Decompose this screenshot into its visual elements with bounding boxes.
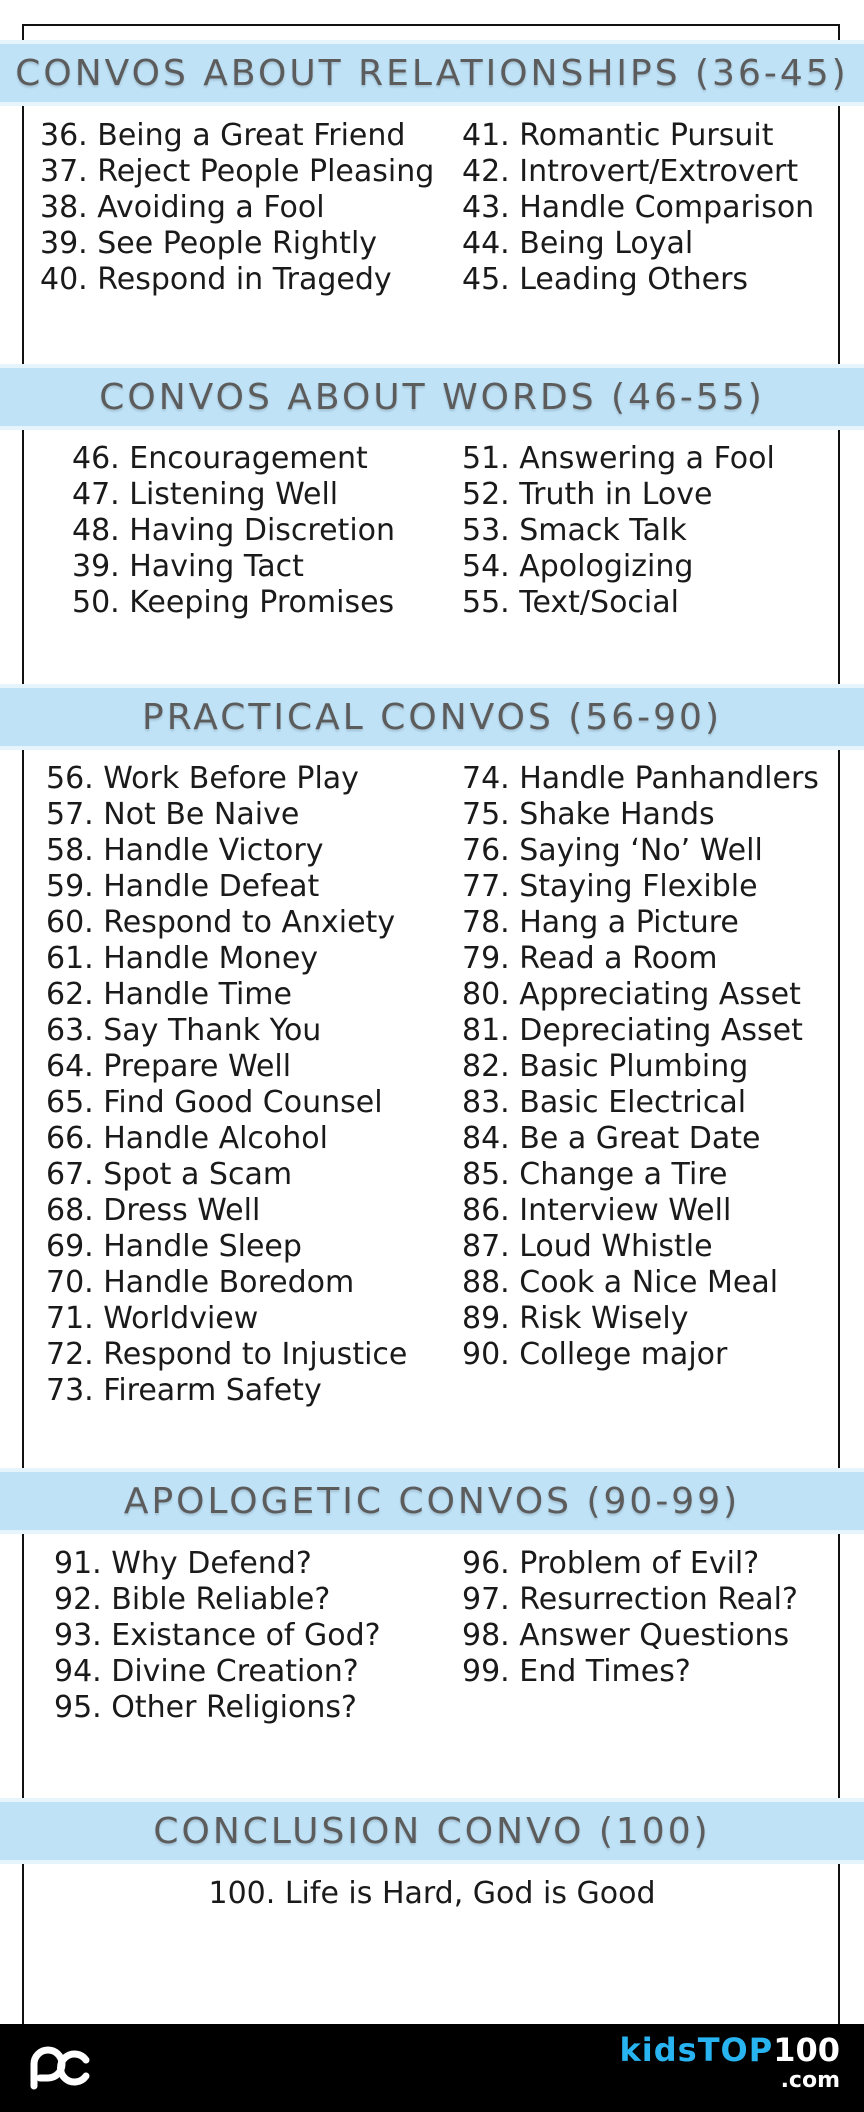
list-item: 40. Respond in Tragedy: [40, 262, 392, 297]
list-item: 39. See People Rightly: [40, 226, 378, 261]
list-item: 50. Keeping Promises: [72, 585, 395, 620]
list-item: 59. Handle Defeat: [46, 869, 320, 904]
list-item: 86. Interview Well: [462, 1193, 732, 1228]
list-item: 85. Change a Tire: [462, 1157, 728, 1192]
section-header-practical: [0, 684, 864, 750]
list-item: 61. Handle Money: [46, 941, 319, 976]
list-item: 53. Smack Talk: [462, 513, 687, 548]
list-item: 80. Appreciating Asset: [462, 977, 801, 1012]
list-item: 44. Being Loyal: [462, 226, 694, 261]
list-item: 76. Saying ‘No’ Well: [462, 833, 763, 868]
list-item: 36. Being a Great Friend: [40, 118, 406, 153]
list-item: 70. Handle Boredom: [46, 1265, 355, 1300]
relationships-right-list: [462, 118, 814, 298]
list-item: 55. Text/Social: [462, 585, 679, 620]
list-item: 39. Having Tact: [72, 549, 304, 584]
practical-right-list: [462, 761, 819, 1373]
logo-top: TOP: [697, 2031, 774, 2069]
list-item: 51. Answering a Fool: [462, 441, 775, 476]
list-item: 43. Handle Comparison: [462, 190, 815, 225]
list-item: 47. Listening Well: [72, 477, 339, 512]
list-item: 60. Respond to Anxiety: [46, 905, 396, 940]
section-header-words: [0, 364, 864, 430]
list-item: 45. Leading Others: [462, 262, 749, 297]
list-item: 90. College major: [462, 1337, 728, 1372]
pc-logo-icon: [26, 2042, 92, 2094]
section-title: PRACTICAL CONVOS (56-90): [142, 696, 722, 738]
list-item: 93. Existance of God?: [54, 1618, 381, 1653]
list-item: 67. Spot a Scam: [46, 1157, 293, 1192]
apologetic-left-list: [54, 1546, 381, 1726]
list-item: 79. Read a Room: [462, 941, 718, 976]
list-item: 46. Encouragement: [72, 441, 368, 476]
list-item: 57. Not Be Naive: [46, 797, 300, 832]
list-item: 66. Handle Alcohol: [46, 1121, 328, 1156]
list-item: 56. Work Before Play: [46, 761, 359, 796]
list-item: 78. Hang a Picture: [462, 905, 739, 940]
list-item: 73. Firearm Safety: [46, 1373, 322, 1408]
list-item: 54. Apologizing: [462, 549, 694, 584]
list-item: 95. Other Religions?: [54, 1690, 357, 1725]
list-item: 63. Say Thank You: [46, 1013, 322, 1048]
list-item: 91. Why Defend?: [54, 1546, 312, 1581]
section-title: CONVOS ABOUT RELATIONSHIPS (36-45): [15, 52, 849, 94]
list-item: 74. Handle Panhandlers: [462, 761, 819, 796]
list-item: 69. Handle Sleep: [46, 1229, 302, 1264]
section-header-conclusion: [0, 1798, 864, 1864]
list-item: 77. Staying Flexible: [462, 869, 758, 904]
list-item: 71. Worldview: [46, 1301, 259, 1336]
section-header-apologetic: [0, 1468, 864, 1534]
logo-num: 100: [773, 2031, 840, 2069]
list-item: 38. Avoiding a Fool: [40, 190, 325, 225]
logo-dotcom: .com: [780, 2068, 840, 2093]
practical-left-list: [46, 761, 407, 1409]
list-item: 42. Introvert/Extrovert: [462, 154, 799, 189]
section-header-relationships: [0, 40, 864, 106]
kidstop100-logo: [619, 2031, 840, 2093]
section-title: CONCLUSION CONVO (100): [153, 1810, 711, 1852]
words-left-list: [72, 441, 395, 621]
list-item: 94. Divine Creation?: [54, 1654, 359, 1689]
section-title: CONVOS ABOUT WORDS (46-55): [99, 376, 765, 418]
list-item: 64. Prepare Well: [46, 1049, 292, 1084]
apologetic-right-list: [462, 1546, 798, 1690]
list-item: 65. Find Good Counsel: [46, 1085, 383, 1120]
list-item: 48. Having Discretion: [72, 513, 396, 548]
list-item: 98. Answer Questions: [462, 1618, 790, 1653]
list-item: 100. Life is Hard, God is Good: [208, 1876, 656, 1911]
list-item: 92. Bible Reliable?: [54, 1582, 331, 1617]
list-item: 72. Respond to Injustice: [46, 1337, 408, 1372]
list-item: 52. Truth in Love: [462, 477, 713, 512]
conclusion-list: [0, 1876, 864, 1912]
section-title: APOLOGETIC CONVOS (90-99): [123, 1480, 741, 1522]
logo-kids: kids: [619, 2031, 698, 2069]
list-item: 96. Problem of Evil?: [462, 1546, 760, 1581]
list-item: 88. Cook a Nice Meal: [462, 1265, 779, 1300]
words-right-list: [462, 441, 775, 621]
list-item: 58. Handle Victory: [46, 833, 324, 868]
footer-bar: [0, 2024, 864, 2112]
list-item: 62. Handle Time: [46, 977, 292, 1012]
list-item: 97. Resurrection Real?: [462, 1582, 798, 1617]
list-item: 41. Romantic Pursuit: [462, 118, 774, 153]
list-item: 84. Be a Great Date: [462, 1121, 761, 1156]
list-item: 75. Shake Hands: [462, 797, 715, 832]
list-item: 87. Loud Whistle: [462, 1229, 713, 1264]
relationships-left-list: [40, 118, 434, 298]
list-item: 37. Reject People Pleasing: [40, 154, 435, 189]
list-item: 83. Basic Electrical: [462, 1085, 747, 1120]
list-item: 68. Dress Well: [46, 1193, 261, 1228]
list-item: 82. Basic Plumbing: [462, 1049, 749, 1084]
list-item: 81. Depreciating Asset: [462, 1013, 803, 1048]
list-item: 99. End Times?: [462, 1654, 691, 1689]
list-item: 89. Risk Wisely: [462, 1301, 689, 1336]
